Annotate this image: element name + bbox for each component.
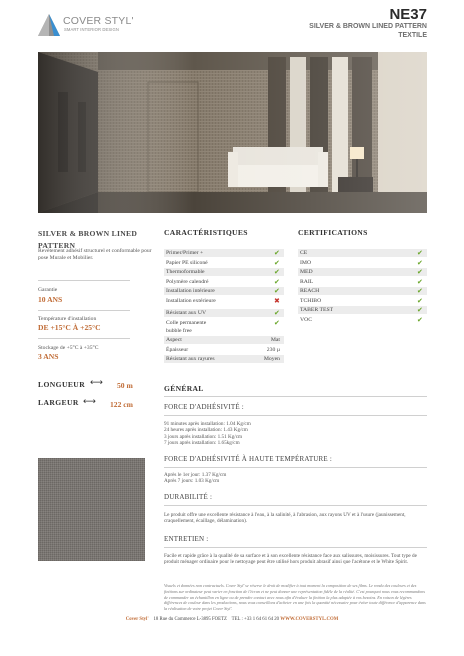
characteristic-row: [164, 319, 284, 327]
check-icon: ✔: [417, 258, 423, 267]
certification-row: [298, 306, 427, 314]
check-icon: ✔: [274, 318, 280, 327]
divider: [38, 310, 130, 311]
double-arrow-icon: ⟷: [83, 397, 96, 407]
cross-icon: ✖: [274, 296, 280, 305]
high-temp-values: [164, 472, 427, 485]
certification-label: RAIL: [300, 278, 314, 285]
certification-label: REACH: [300, 288, 320, 294]
footer-tel: TEL : +33 1 64 61 64 20: [231, 617, 280, 622]
double-arrow-icon: ⟷: [90, 378, 103, 388]
check-icon: ✔: [274, 309, 280, 317]
characteristic-label: Épaisseur: [166, 346, 189, 353]
divider: [164, 396, 427, 397]
divider: [164, 547, 427, 548]
certification-label: IMO: [300, 259, 312, 266]
product-name: SILVER & BROWN LINED PATTERN: [309, 23, 427, 30]
divider: [38, 338, 130, 339]
characteristic-value: Mat: [270, 337, 280, 343]
certification-label: TABER TEST: [300, 307, 334, 313]
width-label: LARGEUR: [38, 398, 79, 407]
characteristic-row: [164, 297, 284, 305]
characteristic-value-row: [164, 336, 284, 344]
certification-row: [298, 268, 427, 276]
adhesion-line: 91 minutes après installation: 1.04 Kg/cm: [164, 421, 251, 427]
characteristic-label: Thermoformable: [166, 269, 205, 275]
characteristic-value: 230 µ: [266, 346, 280, 353]
high-temp-line: Après 7 jours: 1.03 Kg/cm: [164, 478, 220, 485]
durability-text: Le produit offre une excellente résistance à l'eau, à la salinité, à l'abrasion, aux rayons UV et à l'usure (jaunissement, craquellement, écaillage, délamination).: [164, 512, 406, 525]
certification-row: [298, 249, 427, 257]
logo-mark-icon: [38, 14, 60, 36]
length-label: LONGUEUR: [38, 380, 86, 389]
characteristic-label: Aspect: [166, 337, 182, 343]
product-description: Revêtement adhésif structurel et conformable pour pose Murale et Mobilier.: [38, 248, 152, 261]
characteristic-label: Résistant aux rayures: [166, 356, 215, 362]
interior-photo-image: [38, 52, 427, 213]
width-value: 122 cm: [110, 400, 133, 409]
certification-row: [298, 316, 427, 324]
characteristic-label: Polymère calendré: [166, 278, 209, 285]
general-title: GÉNÉRAL: [164, 384, 204, 393]
certifications-title: CERTIFICATIONS: [298, 228, 368, 237]
adhesion-line: 7 jours après installation: 1.65kg/cm: [164, 440, 240, 447]
check-icon: ✔: [417, 306, 423, 314]
check-icon: ✔: [417, 315, 423, 324]
characteristic-label: Installation extérieure: [166, 297, 216, 304]
divider: [38, 280, 130, 281]
characteristic-row: [164, 309, 284, 317]
characteristic-row: [164, 278, 284, 286]
warranty-value: 10 ANS: [38, 295, 63, 304]
brand-tagline: SMART INTERIOR DESIGN: [64, 27, 119, 32]
characteristic-row: [164, 259, 284, 267]
check-icon: ✔: [417, 249, 423, 257]
check-icon: ✔: [417, 268, 423, 276]
interior-photo: [38, 52, 427, 213]
left-title-line-2: PATTERN: [38, 241, 76, 250]
footer-address: 18 Rue du Commerce L-3895 FOETZ: [153, 617, 227, 622]
install-temp-label: Température d'installation: [38, 316, 97, 322]
install-temp-value: DE +15°C À +25°C: [38, 323, 101, 332]
characteristic-value-row: [164, 346, 284, 354]
adhesion-values: [164, 421, 427, 447]
high-temp-line: Après le 1er jour: 1.37 Kg/cm: [164, 472, 227, 478]
divider: [164, 415, 427, 416]
divider: [164, 467, 427, 468]
maintenance-text: Facile et rapide grâce à la qualité de sa surface et à son excellente résistance face aux salissures, moisissures. Tout type de produit ménager ordinaire pour le nettoyage peut être utilisé hors produit abrasif ainsi que l'acétone et le White Spirit.: [164, 553, 417, 566]
check-icon: ✔: [417, 287, 423, 295]
check-icon: ✔: [274, 287, 280, 295]
certification-row: [298, 297, 427, 305]
storage-value: 3 ANS: [38, 352, 59, 361]
warranty-label: Garantie: [38, 287, 58, 293]
characteristic-label: Installation intérieure: [166, 288, 215, 294]
footer-company: Cover Styl': [125, 617, 149, 622]
material-swatch: [38, 458, 145, 561]
disclaimer: Visuels et données non contractuels. Cover Styl' se réserve le droit de modifier à tout moment la composition de ses films. Le rendu des couleurs et des finitions sur ordinateur peut varier en fonction de l'écran et ne peut donner une représentation fidèle de la réalité. C'est pourquoi nous vous recommandons de commander un échantillon en ligne ou de prendre contact avec nous afin d'évaluer la finition la plus adaptée à vos besoins. En raison de légères différences de couleur dans les productions, nous vous conseillons d'acheter en une fois la quantité nécessaire pour éviter toute différence d'apparence dans la réalisation de votre projet Cover Styl'.: [164, 583, 426, 612]
characteristic-row: [164, 268, 284, 276]
maintenance-title: ENTRETIEN :: [164, 535, 209, 543]
footer-website[interactable]: WWW.COVERSTYL.COM: [280, 617, 339, 622]
page-header: [0, 0, 464, 50]
adhesion-line: 24 heures après installation: 1.43 Kg/cm: [164, 427, 248, 434]
certification-label: VOC: [300, 316, 313, 323]
length-value: 50 m: [117, 381, 133, 390]
characteristic-row: [164, 287, 284, 295]
check-icon: ✔: [274, 277, 280, 286]
brand-logo: [38, 14, 138, 36]
check-icon: ✔: [417, 277, 423, 286]
product-reference: NE37: [389, 6, 427, 23]
characteristic-label: Résistant aux UV: [166, 310, 207, 316]
characteristic-label: Colle permanente: [166, 319, 207, 326]
product-type: TEXTILE: [398, 32, 427, 39]
certification-label: TCHIBO: [300, 297, 322, 304]
brand-name: COVER STYL': [63, 15, 134, 27]
storage-label: Stockage de +5°C à +35°C: [38, 345, 99, 351]
page-footer: [0, 617, 464, 622]
certification-row: [298, 259, 427, 267]
certification-label: MED: [300, 269, 313, 275]
characteristic-value: Moyen: [263, 356, 280, 362]
characteristics-title: CARACTÉRISTIQUES: [164, 228, 248, 237]
characteristic-value-row: [164, 355, 284, 363]
left-title-line-1: SILVER & BROWN LINED: [38, 229, 138, 238]
characteristic-row: [164, 249, 284, 257]
certification-row: [298, 278, 427, 286]
adhesion-line: 3 jours après installation: 1.51 Kg/cm: [164, 433, 243, 440]
check-icon: ✔: [274, 249, 280, 257]
divider: [164, 505, 427, 506]
check-icon: ✔: [417, 296, 423, 305]
adhesion-title: FORCE D'ADHÉSIVITÉ :: [164, 403, 244, 411]
characteristic-label: Papier PE siliconé: [166, 259, 208, 266]
certification-row: [298, 287, 427, 295]
durability-title: DURABILITÉ :: [164, 493, 213, 501]
material-swatch-texture: [38, 458, 145, 561]
bubble-free-note: bubble free: [166, 327, 192, 334]
certification-label: CE: [300, 250, 308, 256]
check-icon: ✔: [274, 268, 280, 276]
high-temp-title: FORCE D'ADHÉSIVITÉ À HAUTE TEMPÉRATURE :: [164, 455, 332, 463]
check-icon: ✔: [274, 258, 280, 267]
characteristic-label: Primer/Primer +: [166, 250, 204, 256]
